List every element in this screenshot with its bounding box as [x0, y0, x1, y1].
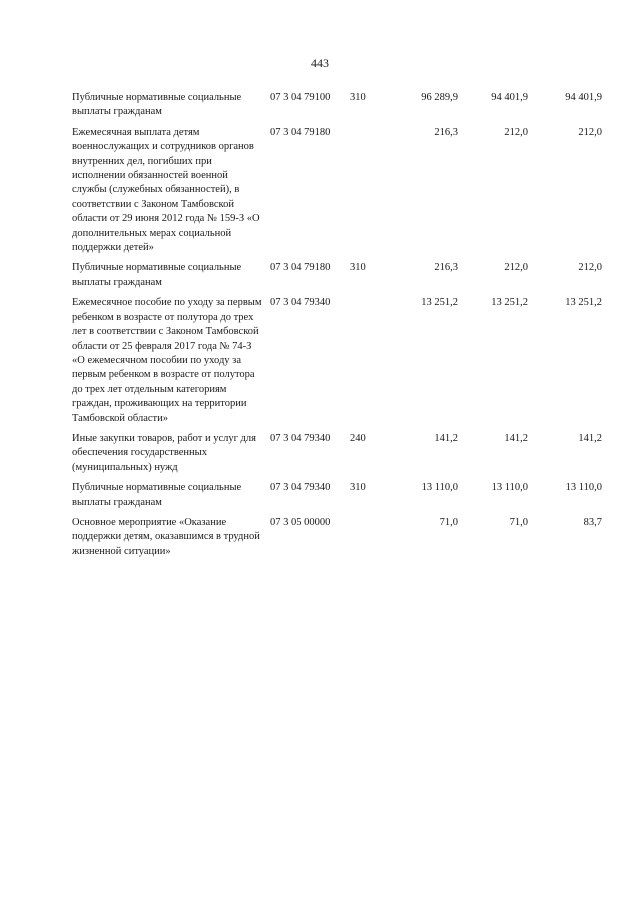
row-type: 310: [350, 262, 366, 274]
row-value-3: 13 110,0: [565, 482, 602, 494]
row-code: 07 3 04 79340: [270, 482, 331, 494]
row-value-1: 96 289,9: [421, 92, 458, 103]
row-value-3: 141,2: [578, 432, 602, 444]
table-row: [72, 296, 602, 426]
row-name: Ежемесячная выплата детям военнослужащих и сотрудников органов внутренних дел, погибших при исполнении обязанностей военной службы (служебных обязанностей), в соответствии с Законом Тамбовской области от 29 июня 2012 года № 159-З «О дополнительных мерах социальной поддержки детей»: [72, 126, 260, 254]
row-name: Основное мероприятие «Оказание поддержки детям, оказавшимся в трудной жизненной ситуации»: [72, 516, 260, 557]
row-value-3: 212,0: [578, 126, 602, 138]
row-code: 07 3 04 79180: [270, 126, 331, 138]
row-code: 07 3 04 79340: [270, 297, 331, 309]
row-type: 240: [350, 432, 366, 444]
row-value-2: 13 251,2: [491, 297, 528, 309]
table-row: [72, 261, 602, 290]
row-value-3: 83,7: [583, 516, 602, 528]
row-value-1: 13 251,2: [421, 297, 458, 309]
row-code: 07 3 04 79180: [270, 262, 331, 274]
row-name: Публичные нормативные социальные выплаты гражданам: [72, 262, 242, 288]
table-row: [72, 481, 602, 510]
row-value-2: 141,2: [504, 432, 528, 444]
row-type: 310: [350, 92, 366, 103]
row-name: Публичные нормативные социальные выплаты гражданам: [72, 92, 242, 118]
row-type: 310: [350, 482, 366, 494]
row-value-2: 71,0: [509, 516, 528, 528]
row-value-2: 212,0: [504, 126, 528, 138]
row-value-1: 216,3: [434, 126, 458, 138]
table-row: [72, 516, 602, 559]
row-value-1: 216,3: [434, 262, 458, 274]
row-value-2: 212,0: [504, 262, 528, 274]
row-value-2: 13 110,0: [491, 482, 528, 494]
row-value-2: 94 401,9: [491, 92, 528, 103]
table-row: [72, 91, 602, 120]
row-name: Публичные нормативные социальные выплаты гражданам: [72, 482, 242, 508]
row-value-3: 13 251,2: [565, 297, 602, 309]
row-value-1: 13 110,0: [421, 482, 458, 494]
row-code: 07 3 04 79100: [270, 92, 331, 103]
row-code: 07 3 05 00000: [270, 516, 331, 528]
row-value-3: 94 401,9: [565, 92, 602, 103]
row-name: Иные закупки товаров, работ и услуг для обеспечения государственных (муниципальных) нужд: [72, 432, 256, 473]
table-row: [72, 432, 602, 475]
page-number: 443: [311, 56, 329, 70]
row-value-1: 71,0: [439, 516, 458, 528]
row-name: Ежемесячное пособие по уходу за первым ребенком в возрасте от полутора до трех лет в соответствии с Законом Тамбовской области от 25 февраля 2017 года № 74-З «О ежемесячном пособии по уходу за первым ребенком в возрасте от полутора до трех лет отдельным категориям граждан, проживающих на территории Тамбовской области»: [72, 297, 262, 424]
row-code: 07 3 04 79340: [270, 432, 331, 444]
table-row: [72, 126, 602, 256]
row-value-3: 212,0: [578, 262, 602, 274]
budget-table: [72, 91, 602, 565]
row-value-1: 141,2: [434, 432, 458, 444]
